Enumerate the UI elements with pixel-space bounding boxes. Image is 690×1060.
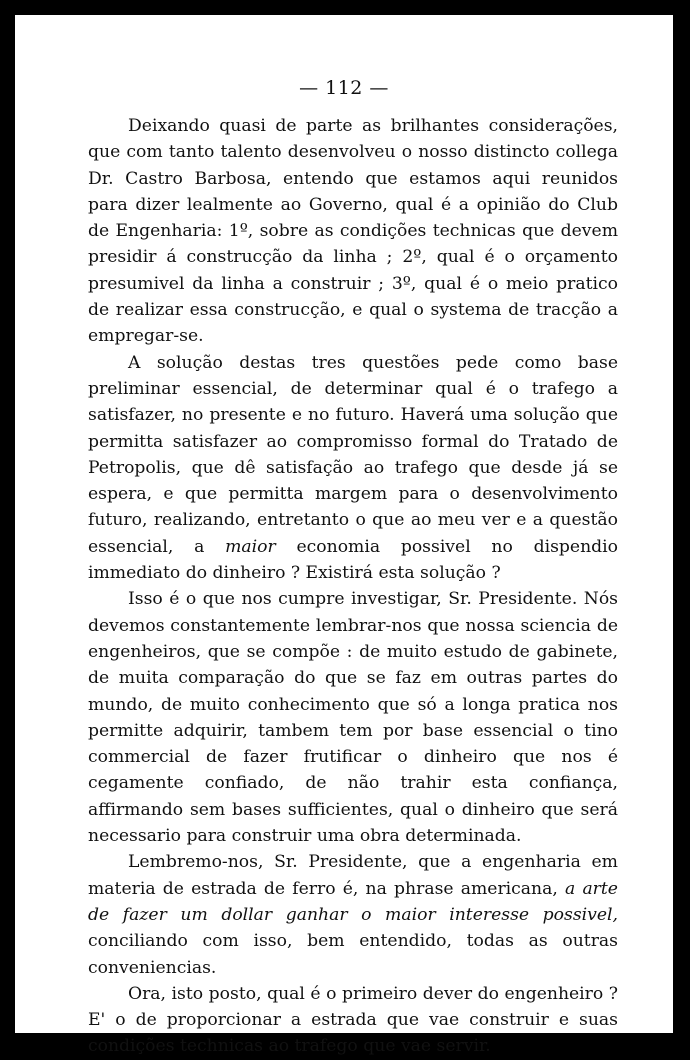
italic-text: a arte de fazer um dollar ganhar o maior interesse possivel, xyxy=(88,878,618,925)
body-text xyxy=(88,113,618,1060)
page-number: — 112 — xyxy=(299,77,389,99)
book-page xyxy=(15,15,673,1057)
paragraph xyxy=(88,849,618,980)
paragraph xyxy=(88,113,618,350)
italic-text: maior xyxy=(225,536,276,557)
paragraph xyxy=(88,586,618,849)
paragraph-text: economia possivel no dispendio immediato do dinheiro ? Existirá esta solução ? xyxy=(88,536,619,584)
paragraph xyxy=(88,981,618,1060)
paragraph-text: A solução destas tres questões pede como base preliminar essencial, de determinar qual é o trafego a satisfazer, no presente e no futuro. Haverá uma solução que permitta satisfazer ao compromisso formal do Tratado de Petropolis, que dê satisfação ao trafego que desde já se espera, e que permitta margem para o desenvolvimento futuro, realizando, entretanto o que ao meu ver e a questão essencial, a xyxy=(88,352,618,557)
paragraph-text: Isso é o que nos cumpre investigar, Sr. Presidente. Nós devemos constantemente lembrar-nos que nossa sciencia de engenheiros, que se compõe : de muito estudo de gabinete, de muita comparação do que se faz em outras partes do mundo, de muito conhecimento que só a longa pratica nos permitte adquirir, tambem tem por base essencial o tino commercial de fazer frutificar o dinheiro que nos é cegamente confiado, de não trahir esta confiança, affirmando sem bases sufficientes, qual o dinheiro que será necessario para construir uma obra determinada. xyxy=(88,589,618,847)
paragraph-text: Lembremo-nos, Sr. Presidente, que a engenharia em materia de estrada de ferro é, na phrase americana, xyxy=(88,852,618,899)
paragraph-text: Ora, isto posto, qual é o primeiro dever do engenheiro ? E' o de proporcionar a estrada que vae construir e suas condições technicas ao trafego que vae servir. xyxy=(88,983,618,1057)
paragraph xyxy=(88,350,618,587)
paragraph-text: Deixando quasi de parte as brilhantes considerações, que com tanto talento desenvolveu o nosso distincto collega Dr. Castro Barbosa, entendo que estamos aqui reunidos para dizer lealmente ao Governo, qual é a opinião do Club de Engenharia: 1º, sobre as condições technicas que devem presidir á construcção da linha ; 2º, qual é o orçamento presumivel da linha a construir ; 3º, qual é o meio pratico de realizar essa construcção, e qual o systema de tracção a empregar-se. xyxy=(88,116,618,347)
paragraph-text: conciliando com isso, bem entendido, todas as outras conveniencias. xyxy=(88,931,618,978)
